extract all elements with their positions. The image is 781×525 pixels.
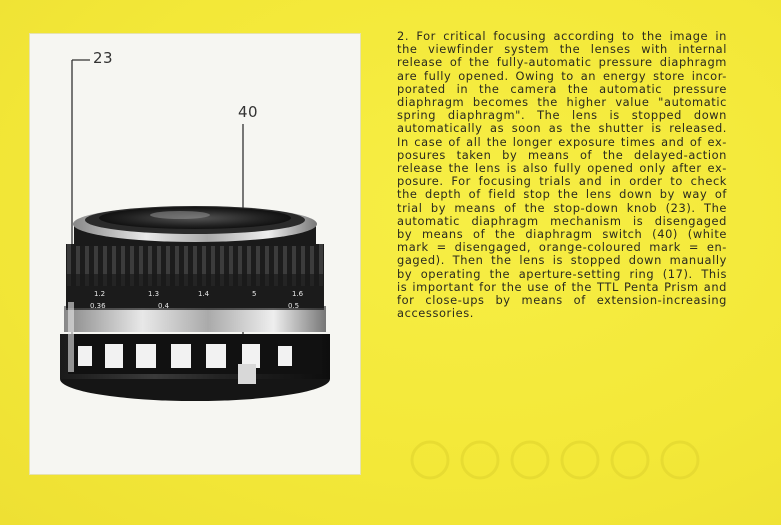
svg-text:1.2: 1.2	[94, 290, 106, 298]
text-line: the depth of field stop the lens down by way of	[397, 188, 727, 202]
text-line: In case of all the longer exposure times and of ex-	[397, 135, 727, 149]
lens-photo-panel	[30, 34, 360, 474]
text-line: for close-ups by means of extension-increasing	[397, 294, 727, 308]
text-line: posures taken by means of the delayed-action	[397, 148, 727, 162]
callout-label-40: 40	[238, 103, 259, 121]
aperture-ring-marks	[78, 344, 292, 368]
text-line: gaged). Then the lens is stopped down manually	[397, 254, 727, 268]
text-line: are fully opened. Owing to an energy store incor-	[397, 69, 727, 83]
svg-text:0.5: 0.5	[288, 302, 300, 310]
text-line: porated in the camera the automatic pressure	[397, 82, 727, 96]
text-line: posure. For focusing trials and in order to check	[397, 175, 727, 189]
text-line: spring diaphragm". The lens is stopped down	[397, 109, 727, 123]
embossed-pattern	[400, 420, 730, 490]
svg-text:0.4: 0.4	[158, 302, 170, 310]
text-line: accessories.	[397, 307, 474, 321]
text-line: 2. For critical focusing according to the image in	[397, 30, 727, 43]
text-line: release the lens is also fully opened only after ex-	[397, 162, 727, 176]
text-line: is important for the use of the TTL Penta Prism and	[397, 280, 727, 294]
body-text	[397, 30, 727, 320]
text-line: diaphragm becomes the higher value "automatic	[397, 96, 727, 110]
text-line: automatic diaphragm mechanism is disengaged	[397, 214, 727, 228]
text-line: release of the fully-automatic pressure diaphragm	[397, 56, 727, 70]
svg-text:5: 5	[252, 290, 257, 298]
text-line: mark = disengaged, orange-coloured mark = en-	[397, 241, 727, 255]
svg-text:1.6: 1.6	[292, 290, 304, 298]
diaphragm-switch	[238, 364, 256, 384]
text-line: by means of the diaphragm switch (40) (white	[397, 228, 727, 242]
lens-photo	[30, 34, 360, 474]
text-line: automatically as soon as the shutter is released.	[397, 122, 727, 136]
svg-text:1.3: 1.3	[148, 290, 160, 298]
text-line: the viewfinder system the lenses with internal	[397, 43, 727, 57]
svg-text:1.4: 1.4	[198, 290, 210, 298]
callout-label-23: 23	[93, 49, 114, 67]
text-line: trial by means of the stop-down knob (23). The	[397, 201, 727, 215]
svg-text:0.36: 0.36	[90, 302, 106, 310]
text-line: by operating the aperture-setting ring (17). This	[397, 267, 727, 281]
